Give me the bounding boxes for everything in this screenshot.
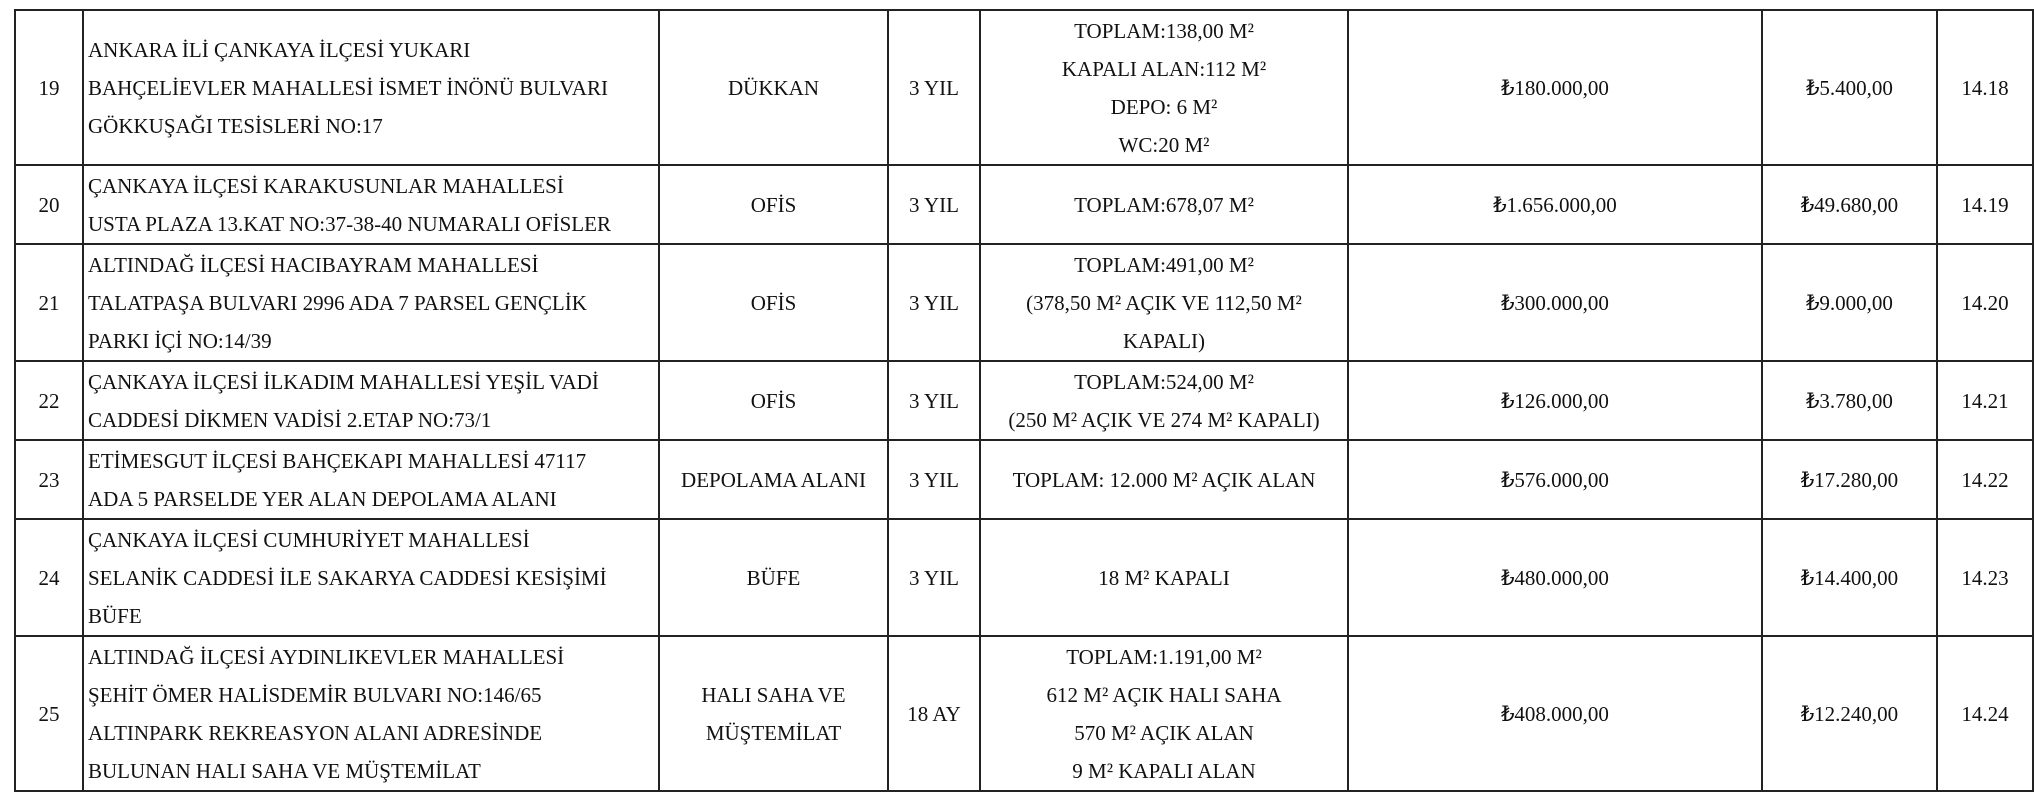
table-row — [15, 10, 2033, 165]
property-type-cell — [659, 10, 888, 165]
table-row — [15, 165, 2033, 244]
area-cell-line: WC:20 M² — [1118, 132, 1210, 157]
property-type-cell-line: OFİS — [750, 290, 797, 315]
area-cell — [980, 165, 1348, 244]
address-cell-line: ALTINPARK REKREASYON ALANI ADRESİNDE — [88, 720, 543, 745]
address-cell — [83, 361, 659, 440]
deposit-cell: ₺3.780,00 — [1762, 361, 1937, 440]
area-cell — [980, 519, 1348, 636]
rental-listing-table — [14, 9, 2034, 792]
lease-duration-cell: 3 YIL — [888, 244, 980, 361]
property-type-cell — [659, 440, 888, 519]
deposit-cell: ₺5.400,00 — [1762, 10, 1937, 165]
address-cell-line: ETİMESGUT İLÇESİ BAHÇEKAPI MAHALLESİ 47117 — [88, 448, 587, 473]
address-cell — [83, 636, 659, 791]
row-number-cell: 19 — [15, 10, 83, 165]
property-type-cell — [659, 244, 888, 361]
article-number-cell: 14.18 — [1937, 10, 2033, 165]
table-row — [15, 244, 2033, 361]
address-cell-line: BULUNAN HALI SAHA VE MÜŞTEMİLAT — [88, 758, 481, 783]
row-number-cell: 20 — [15, 165, 83, 244]
property-type-cell-line: MÜŞTEMİLAT — [705, 720, 842, 745]
lease-duration-cell: 3 YIL — [888, 10, 980, 165]
address-cell-line: GÖKKUŞAĞI TESİSLERİ NO:17 — [88, 113, 383, 138]
area-cell — [980, 361, 1348, 440]
property-type-cell-line: OFİS — [750, 388, 797, 413]
property-type-cell — [659, 636, 888, 791]
property-type-cell-line: OFİS — [750, 192, 797, 217]
row-number-cell: 24 — [15, 519, 83, 636]
address-cell — [83, 244, 659, 361]
area-cell-line: 612 M² AÇIK HALI SAHA — [1046, 682, 1282, 707]
property-type-cell-line: DÜKKAN — [728, 75, 819, 100]
property-type-cell — [659, 519, 888, 636]
estimated-value-cell: ₺480.000,00 — [1348, 519, 1762, 636]
table-row — [15, 440, 2033, 519]
lease-duration-cell: 3 YIL — [888, 519, 980, 636]
address-cell — [83, 165, 659, 244]
deposit-cell: ₺17.280,00 — [1762, 440, 1937, 519]
area-cell — [980, 440, 1348, 519]
property-type-cell-line: HALI SAHA VE — [701, 682, 846, 707]
address-cell-line: ADA 5 PARSELDE YER ALAN DEPOLAMA ALANI — [88, 486, 557, 511]
address-cell-line: ALTINDAĞ İLÇESİ AYDINLIKEVLER MAHALLESİ — [88, 644, 565, 669]
estimated-value-cell: ₺408.000,00 — [1348, 636, 1762, 791]
area-cell — [980, 636, 1348, 791]
area-cell — [980, 10, 1348, 165]
row-number-cell: 25 — [15, 636, 83, 791]
area-cell-line: TOPLAM:138,00 M² — [1074, 18, 1254, 43]
article-number-cell: 14.19 — [1937, 165, 2033, 244]
table-row — [15, 519, 2033, 636]
row-number-cell: 23 — [15, 440, 83, 519]
address-cell-line: ÇANKAYA İLÇESİ KARAKUSUNLAR MAHALLESİ — [88, 173, 564, 198]
lease-duration-cell: 18 AY — [888, 636, 980, 791]
property-type-cell — [659, 165, 888, 244]
lease-duration-cell: 3 YIL — [888, 361, 980, 440]
address-cell-line: BÜFE — [88, 603, 142, 628]
deposit-cell: ₺12.240,00 — [1762, 636, 1937, 791]
address-cell-line: ŞEHİT ÖMER HALİSDEMİR BULVARI NO:146/65 — [88, 682, 542, 707]
deposit-cell: ₺14.400,00 — [1762, 519, 1937, 636]
address-cell-line: CADDESİ DİKMEN VADİSİ 2.ETAP NO:73/1 — [88, 407, 492, 432]
area-cell-line: 18 M² KAPALI — [1098, 565, 1230, 590]
area-cell-line: KAPALI) — [1122, 328, 1206, 353]
area-cell-line: 570 M² AÇIK ALAN — [1074, 720, 1254, 745]
area-cell-line: TOPLAM: 12.000 M² AÇIK ALAN — [1012, 467, 1316, 492]
article-number-cell: 14.23 — [1937, 519, 2033, 636]
address-cell — [83, 10, 659, 165]
address-cell-line: ANKARA İLİ ÇANKAYA İLÇESİ YUKARI — [88, 37, 471, 62]
table-row — [15, 636, 2033, 791]
article-number-cell: 14.20 — [1937, 244, 2033, 361]
area-cell-line: KAPALI ALAN:112 M² — [1061, 56, 1267, 81]
property-type-cell — [659, 361, 888, 440]
area-cell-line: (378,50 M² AÇIK VE 112,50 M² — [1026, 290, 1302, 315]
table-row — [15, 361, 2033, 440]
article-number-cell: 14.22 — [1937, 440, 2033, 519]
deposit-cell: ₺49.680,00 — [1762, 165, 1937, 244]
row-number-cell: 21 — [15, 244, 83, 361]
estimated-value-cell: ₺300.000,00 — [1348, 244, 1762, 361]
lease-duration-cell: 3 YIL — [888, 165, 980, 244]
area-cell-line: TOPLAM:678,07 M² — [1074, 192, 1254, 217]
property-type-cell-line: BÜFE — [746, 565, 801, 590]
area-cell-line: DEPO: 6 M² — [1110, 94, 1218, 119]
address-cell — [83, 519, 659, 636]
estimated-value-cell: ₺180.000,00 — [1348, 10, 1762, 165]
estimated-value-cell: ₺1.656.000,00 — [1348, 165, 1762, 244]
estimated-value-cell: ₺576.000,00 — [1348, 440, 1762, 519]
deposit-cell: ₺9.000,00 — [1762, 244, 1937, 361]
address-cell-line: ÇANKAYA İLÇESİ CUMHURİYET MAHALLESİ — [88, 527, 530, 552]
table-body — [15, 10, 2033, 791]
estimated-value-cell: ₺126.000,00 — [1348, 361, 1762, 440]
article-number-cell: 14.21 — [1937, 361, 2033, 440]
area-cell-line: 9 M² KAPALI ALAN — [1072, 758, 1256, 783]
area-cell-line: TOPLAM:524,00 M² — [1074, 369, 1254, 394]
area-cell — [980, 244, 1348, 361]
address-cell — [83, 440, 659, 519]
area-cell-line: TOPLAM:491,00 M² — [1074, 252, 1254, 277]
area-cell-line: TOPLAM:1.191,00 M² — [1066, 644, 1262, 669]
article-number-cell: 14.24 — [1937, 636, 2033, 791]
area-cell-line: (250 M² AÇIK VE 274 M² KAPALI) — [1008, 407, 1320, 432]
address-cell-line: ÇANKAYA İLÇESİ İLKADIM MAHALLESİ YEŞİL VADİ — [88, 369, 599, 394]
address-cell-line: TALATPAŞA BULVARI 2996 ADA 7 PARSEL GENÇLİK — [88, 290, 587, 315]
address-cell-line: PARKI İÇİ NO:14/39 — [88, 328, 272, 353]
lease-duration-cell: 3 YIL — [888, 440, 980, 519]
address-cell-line: SELANİK CADDESİ İLE SAKARYA CADDESİ KESİŞİMİ — [88, 565, 607, 590]
row-number-cell: 22 — [15, 361, 83, 440]
address-cell-line: ALTINDAĞ İLÇESİ HACIBAYRAM MAHALLESİ — [88, 252, 539, 277]
address-cell-line: BAHÇELİEVLER MAHALLESİ İSMET İNÖNÜ BULVARI — [88, 75, 608, 100]
property-type-cell-line: DEPOLAMA ALANI — [681, 467, 866, 492]
address-cell-line: USTA PLAZA 13.KAT NO:37-38-40 NUMARALI OFİSLER — [88, 211, 611, 236]
